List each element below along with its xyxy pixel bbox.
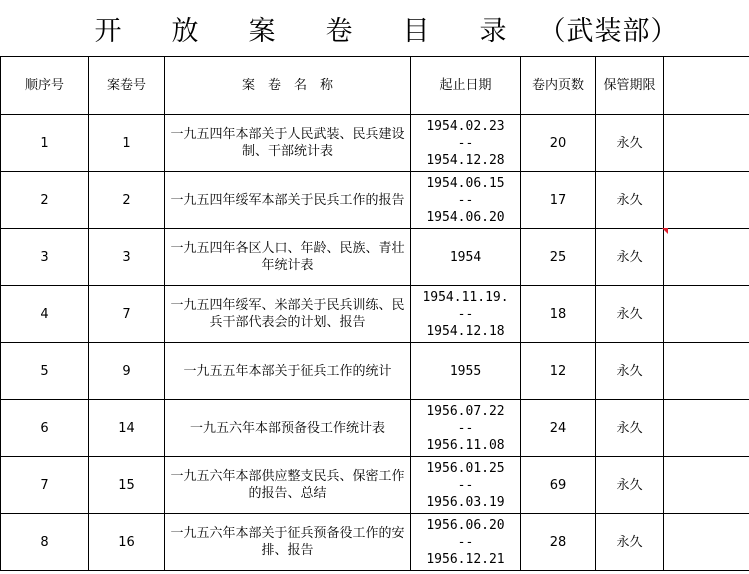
cell-date-range <box>411 514 521 571</box>
cell-pages: 12 <box>521 343 596 400</box>
table-row <box>1 457 749 514</box>
date-date-end: 1954.06.20 <box>426 209 505 225</box>
catalog-table <box>0 56 749 571</box>
title-char: 放 <box>171 15 201 47</box>
cell-retention: 永久 <box>596 400 664 457</box>
title-char: 开 <box>94 15 124 47</box>
title-char: 案 <box>248 15 278 47</box>
table-row <box>1 172 749 229</box>
cell-retention: 永久 <box>596 286 664 343</box>
cell-pages: 28 <box>521 514 596 571</box>
cell-seq: 2 <box>1 172 89 229</box>
table-row <box>1 514 749 571</box>
cell-file-no: 1 <box>89 115 165 172</box>
page-title <box>0 0 749 56</box>
cell-file-no: 7 <box>89 286 165 343</box>
title-suffix: （武装部） <box>538 15 679 47</box>
date-sep: -- <box>457 534 474 550</box>
date-sep: -- <box>457 477 474 493</box>
header-retention: 保管期限 <box>596 57 664 115</box>
date-date-start: 1954.06.15 <box>426 175 505 191</box>
cell-retention: 永久 <box>596 343 664 400</box>
header-date-range: 起止日期 <box>411 57 521 115</box>
date-date-start: 1956.06.20 <box>426 517 505 533</box>
cell-retention: 永久 <box>596 514 664 571</box>
cell-file-no: 3 <box>89 229 165 286</box>
date-date-start: 1954 <box>449 249 482 265</box>
cell-blank <box>664 115 749 172</box>
cell-seq: 5 <box>1 343 89 400</box>
cell-date-range <box>411 172 521 229</box>
cell-pages: 25 <box>521 229 596 286</box>
cell-retention: 永久 <box>596 172 664 229</box>
cell-seq: 1 <box>1 115 89 172</box>
header-seq: 顺序号 <box>1 57 89 115</box>
cell-name: 一九五四年绥军、米部关于民兵训练、民兵干部代表会的计划、报告 <box>165 286 411 343</box>
cell-blank <box>664 343 749 400</box>
header-blank <box>664 57 749 115</box>
cell-seq: 7 <box>1 457 89 514</box>
cell-pages: 17 <box>521 172 596 229</box>
date-date-start: 1954.02.23 <box>426 118 505 134</box>
table-row <box>1 229 749 286</box>
cell-name: 一九五四年各区人口、年龄、民族、青壮年统计表 <box>165 229 411 286</box>
date-date-end: 1956.11.08 <box>426 437 505 453</box>
table-row <box>1 343 749 400</box>
cell-retention: 永久 <box>596 115 664 172</box>
cell-blank <box>664 172 749 229</box>
cell-pages: 69 <box>521 457 596 514</box>
title-char: 目 <box>402 15 432 47</box>
date-date-end: 1954.12.18 <box>426 323 505 339</box>
date-date-start: 1954.11.19. <box>422 289 509 305</box>
cell-seq: 6 <box>1 400 89 457</box>
cell-name: 一九五四年绥军本部关于民兵工作的报告 <box>165 172 411 229</box>
date-sep: -- <box>457 192 474 208</box>
cell-blank <box>664 400 749 457</box>
cell-name: 一九五四年本部关于人民武装、民兵建设制、干部统计表 <box>165 115 411 172</box>
cell-blank <box>664 286 749 343</box>
cell-blank <box>664 457 749 514</box>
cell-blank <box>664 229 749 286</box>
cell-name: 一九五六年本部关于征兵预备役工作的安排、报告 <box>165 514 411 571</box>
cell-file-no: 2 <box>89 172 165 229</box>
date-date-end: 1956.03.19 <box>426 494 505 510</box>
cell-seq: 8 <box>1 514 89 571</box>
cell-seq: 4 <box>1 286 89 343</box>
date-sep: -- <box>457 420 474 436</box>
cell-file-no: 16 <box>89 514 165 571</box>
date-date-start: 1956.07.22 <box>426 403 505 419</box>
cell-file-no: 14 <box>89 400 165 457</box>
cell-date-range <box>411 115 521 172</box>
cell-pages: 18 <box>521 286 596 343</box>
table-row <box>1 400 749 457</box>
cell-retention: 永久 <box>596 229 664 286</box>
cell-blank <box>664 514 749 571</box>
cell-date-range <box>411 229 521 286</box>
date-date-end: 1956.12.21 <box>426 551 505 567</box>
cell-name: 一九五六年本部供应整支民兵、保密工作的报告、总结 <box>165 457 411 514</box>
date-sep: -- <box>457 135 474 151</box>
cell-name: 一九五六年本部预备役工作统计表 <box>165 400 411 457</box>
date-date-end: 1954.12.28 <box>426 152 505 168</box>
cell-date-range <box>411 286 521 343</box>
cell-date-range <box>411 343 521 400</box>
header-row <box>1 57 749 115</box>
table-row <box>1 115 749 172</box>
cell-pages: 20 <box>521 115 596 172</box>
date-date-start: 1955 <box>449 363 482 379</box>
header-name: 案 卷 名 称 <box>165 57 411 115</box>
cell-seq: 3 <box>1 229 89 286</box>
cell-name: 一九五五年本部关于征兵工作的统计 <box>165 343 411 400</box>
cell-retention: 永久 <box>596 457 664 514</box>
date-sep: -- <box>457 306 474 322</box>
date-date-start: 1956.01.25 <box>426 460 505 476</box>
cell-pages: 24 <box>521 400 596 457</box>
comment-marker-icon <box>662 228 668 234</box>
title-char: 卷 <box>325 15 355 47</box>
cell-date-range <box>411 457 521 514</box>
cell-date-range <box>411 400 521 457</box>
table-row <box>1 286 749 343</box>
header-pages: 卷内页数 <box>521 57 596 115</box>
cell-file-no: 9 <box>89 343 165 400</box>
title-char: 录 <box>479 15 509 47</box>
header-file-no: 案卷号 <box>89 57 165 115</box>
cell-file-no: 15 <box>89 457 165 514</box>
